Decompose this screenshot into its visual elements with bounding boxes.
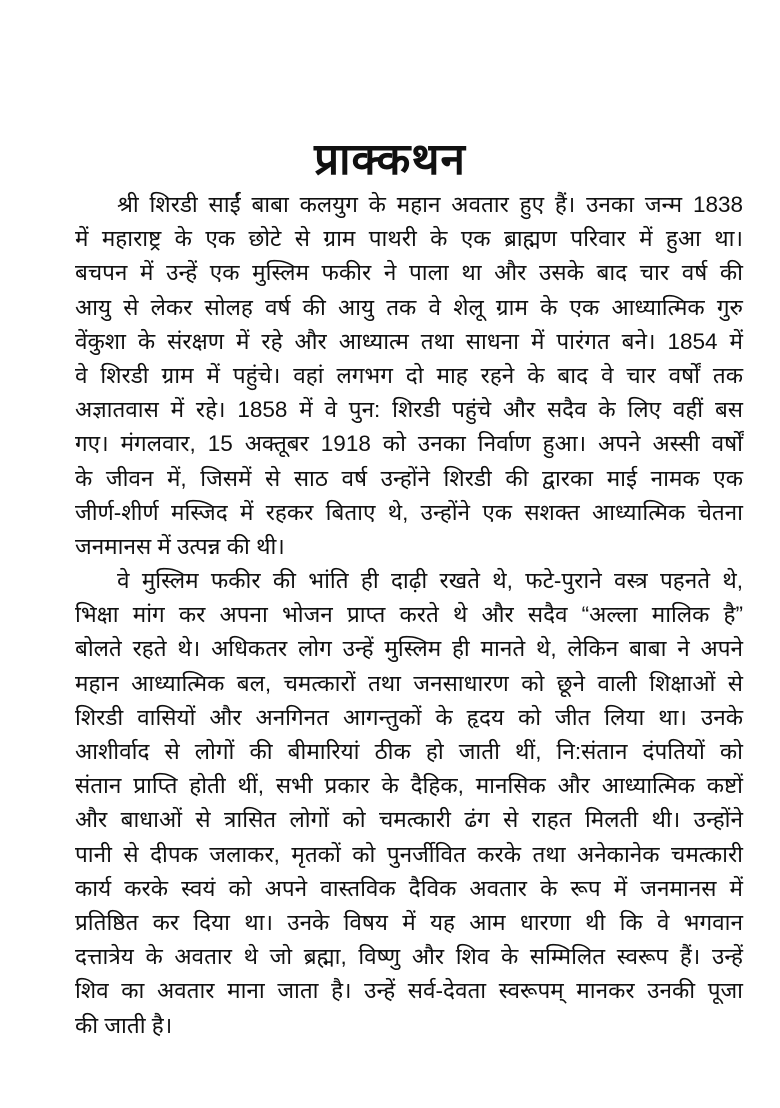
text-line: आशीर्वाद से लोगों की बीमारियां ठीक हो जाती थीं, नि:संतान दंपतियों को [75, 739, 743, 764]
text-line: गए। मंगलवार, 15 अक्तूबर 1918 को उनका निर्वाण हुआ। अपने अस्सी वर्षों [75, 431, 743, 457]
page-title: प्राक्कथन [314, 135, 466, 185]
text-line: जनमानस में उत्पन्न की थी। [75, 533, 285, 559]
document-body [75, 188, 743, 1043]
text-line: शिव का अवतार माना जाता है। उन्हें सर्व-देवता स्वरूपम् मानकर उनकी पूजा [75, 978, 743, 1004]
text-line: बोलते रहते थे। अधिकतर लोग उन्हें मुस्लिम ही मानते थे, लेकिन बाबा ने अपने [75, 636, 743, 662]
text-line: वे शिरडी ग्राम में पहुंचे। वहां लगभग दो माह रहने के बाद वे चार वर्षों तक [75, 362, 743, 388]
text-line: अज्ञातवास में रहे। 1858 में वे पुन: शिरडी पहुंचे और सदैव के लिए वहीं बस [75, 397, 743, 423]
text-line: की जाती है। [75, 1012, 173, 1038]
text-line: आयु से लेकर सोलह वर्ष की आयु तक वे शेलू ग्राम के एक आध्यात्मिक गुरु [75, 294, 743, 320]
text-line: वेंकुशा के संरक्षण में रहे और आध्यात्म तथा साधना में पारंगत बने। 1854 में [75, 328, 743, 354]
text-line: वे मुस्लिम फकीर की भांति ही दाढ़ी रखते थे, फटे-पुराने वस्त्र पहनते थे, [117, 568, 743, 594]
text-line: भिक्षा मांग कर अपना भोजन प्राप्त करते थे और सदैव “अल्ला मालिक है” [75, 602, 743, 628]
text-line: और बाधाओं से त्रासित लोगों को चमत्कारी ढंग से राहत मिलती थी। उन्होंने [75, 807, 743, 833]
text-line: महान आध्यात्मिक बल, चमत्कारों तथा जनसाधारण को छूने वाली शिक्षाओं से [75, 670, 743, 696]
text-line: शिरडी वासियों और अनगिनत आगन्तुकों के हृदय को जीत लिया था। उनके [75, 704, 743, 730]
text-line: संतान प्राप्ति होती थीं, सभी प्रकार के दैहिक, मानसिक और आध्यात्मिक कष्टों [75, 773, 743, 799]
text-line: प्रतिष्ठित कर दिया था। उनके विषय में यह आम धारणा थी कि वे भगवान [75, 909, 743, 935]
paragraph-1 [75, 188, 743, 564]
text-line: के जीवन में, जिसमें से साठ वर्ष उन्होंने शिरडी की द्वारका माई नामक एक [75, 465, 743, 491]
text-line: बचपन में उन्हें एक मुस्लिम फकीर ने पाला था और उसके बाद चार वर्ष की [75, 260, 743, 286]
text-line: जीर्ण-शीर्ण मस्जिद में रहकर बिताए थे, उन्होंने एक सशक्त आध्यात्मिक चेतना [75, 499, 743, 525]
text-line: श्री शिरडी साईं बाबा कलयुग के महान अवतार हुए हैं। उनका जन्म 1838 [117, 192, 743, 217]
text-line: कार्य करके स्वयं को अपने वास्तविक दैविक अवतार के रूप में जनमानस में [75, 875, 743, 901]
text-line: दत्तात्रेय के अवतार थे जो ब्रह्मा, विष्णु और शिव के सम्मिलित स्वरूप हैं। उन्हें [75, 944, 743, 970]
paragraph-2 [75, 564, 743, 1043]
text-line: में महाराष्ट्र के एक छोटे से ग्राम पाथरी के एक ब्राह्मण परिवार में हुआ था। [75, 226, 743, 252]
text-line: पानी से दीपक जलाकर, मृतकों को पुनर्जीवित करके तथा अनेकानेक चमत्कारी [75, 841, 743, 867]
